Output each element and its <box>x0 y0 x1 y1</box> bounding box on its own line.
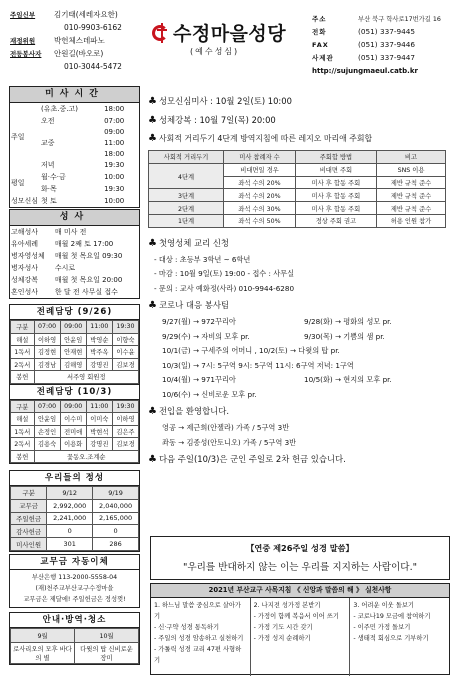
table-row: 해설 이하영 안윤임 박영순 이향숙 <box>11 333 139 346</box>
duty-table-1 <box>10 320 139 384</box>
rectory-label: 사제관 <box>312 54 334 62</box>
parish-title: 수정마을성당 <box>173 23 287 45</box>
notice-item: ♣ 성체강복 : 10월 7일(목) 20:00 <box>148 115 276 126</box>
table-row: 성체강복 매월 첫 목요일 20:00 <box>11 276 123 284</box>
contact-block <box>10 8 170 73</box>
contact-value: 박헌체스데파노 <box>54 36 105 45</box>
offering-box <box>9 470 140 552</box>
fax-value: (051) 337-9446 <box>358 40 416 49</box>
cleaning-title: 안내·방역·청소 <box>10 613 139 628</box>
rectory-value: (051) 337-9447 <box>358 53 416 62</box>
volunteer-row: 10/3(일) → 7시: 5구역 9시: 5구역 11시: 6구역 저녁: 1구역 <box>162 360 354 370</box>
notice-item: ♣ 성모신심미사 : 10월 2일(토) 10:00 <box>148 96 292 107</box>
table-row: 2독서 김경남 김해영 강명진 김보경 <box>11 358 139 371</box>
notice-item: ♣ 코로나 대응 봉사팀 <box>148 300 230 312</box>
table-row: 봉헌 꽃동오.조계순 <box>11 450 139 463</box>
guideline-column: 1. 하느님 말씀 중심으로 살아가기 - 신·구약 성경 통독하기 - 주일의 성경 암송하고 실천하기 - 가톨릭 성경 교리 47편 사형하기 <box>151 598 251 676</box>
notice-item: ♣ 첫영성체 교리 신청 <box>148 237 230 249</box>
bible-verse-title: 【연중 제26주일 성경 말씀】 <box>246 543 354 553</box>
club-bullet-icon: ♣ <box>148 237 157 249</box>
volunteer-row: 9/27(월) → 972꾸리아 9/28(화) → 평화의 성모 pr. <box>162 317 392 327</box>
volunteer-row: 10/6(수) → 신비로운 모후 pr. <box>162 389 257 399</box>
address-label: 주소 <box>312 15 327 23</box>
table-row: 구분 07:00 09:00 11:00 19:30 <box>11 321 139 334</box>
table-row: 구분 9/12 9/19 <box>11 487 139 500</box>
bank-account: 부산은행 113-2000-5558-04 <box>31 574 118 581</box>
club-bullet-icon: ♣ <box>148 96 157 107</box>
address-block <box>312 12 452 75</box>
table-row: 2독서 김용숙 이용화 강명진 김보경 <box>11 438 139 451</box>
bible-verse-quote: "우리를 반대하지 않는 이는 우리를 지지하는 사람이다." <box>182 562 418 573</box>
table-row: 구분 07:00 09:00 11:00 19:30 <box>11 400 139 413</box>
table-row: 18:00 <box>104 150 125 158</box>
pastoral-guidelines-title: 2021년 부산교구 사목지침 《 신앙과 말씀의 해 》 실천사항 <box>151 584 449 598</box>
table-row: 유아세례 매월 2째 토 17:00 <box>11 240 114 248</box>
table-row: 화·목 19:30 <box>41 185 125 193</box>
club-bullet-icon: ♣ <box>148 300 157 312</box>
table-row: 병자성사 수시로 <box>11 264 76 272</box>
cleaning-box <box>9 612 140 665</box>
pastoral-guidelines-box <box>150 583 450 675</box>
table-row: 고해성사 매 미사 전 <box>11 228 87 236</box>
address-value: 부산 북구 학사로17번가길 16 <box>358 16 441 23</box>
mass-times-table <box>10 103 139 207</box>
sacrament-box <box>9 209 140 299</box>
table-row: 성모신심 첫 토 10:00 <box>11 197 125 205</box>
table-row: 봉헌 서주영 회원정 <box>11 371 139 384</box>
account-holder: (재)천주교부산교구수정마을 <box>35 585 114 592</box>
notice-item: ♣ 전입을 환영합니다. <box>148 406 230 418</box>
club-bullet-icon: ♣ <box>148 115 157 126</box>
contact-value: 김기태(세레자요한) <box>54 10 118 19</box>
table-row: 감사헌금 0 0 <box>11 525 139 538</box>
cross-logo-icon <box>152 23 170 43</box>
welcome-line: 좌동 → 김종성(안토니오) 가족 / 5구역 3반 <box>162 437 297 447</box>
welcome-line: 영공 → 제근희(안젤라) 가족 / 5구역 3반 <box>162 423 290 433</box>
mass-times-box <box>9 86 140 208</box>
notice-detail: - 대상 : 초등부 3학년 ~ 6학년 <box>154 254 251 264</box>
table-row: 주일 (유초.중.고) 18:00 <box>11 105 125 141</box>
club-bullet-icon: ♣ <box>148 454 157 466</box>
table-row: 로사리오의 모후 바다의 별 다윗의 탑 신비로운 장미 <box>11 643 139 664</box>
table-row: 미사인원 301 286 <box>11 538 139 551</box>
mass-times-title: 미사시간 <box>10 87 139 103</box>
phone-value: (051) 337-9445 <box>358 27 416 36</box>
table-row: 혼인성사 한 달 전 사무실 접수 <box>11 288 118 296</box>
phone-label: 전화 <box>312 28 327 36</box>
table-row: 9월 10월 <box>11 629 139 643</box>
offering-table <box>10 486 139 551</box>
duty-title-1: 전례담당 (9/26) <box>10 305 139 320</box>
auto-transfer-title: 교무금 자동이체 <box>10 555 139 570</box>
guideline-column: 2. 나지전 성가정 본받기 - 가정이 함께 복음서 이어 쓰기 - 가정 기도 시간 갖기 - 가정 성지 순례하기 <box>251 598 351 676</box>
table-row: 09:00 <box>104 128 125 136</box>
table-row: 좌석 수의 20% 미사 후 합동 주회 제반 규칙 준수 <box>149 176 446 189</box>
table-row: 교무금 2,992,000 2,040,000 <box>11 499 139 512</box>
cleaning-table <box>10 628 139 664</box>
notice-detail: - 마감 : 10월 9일(토) 19:00 - 접수 : 사무실 <box>154 269 295 279</box>
table-row: 1단계 좌석 수의 50% 정상 주회 권고 허용 인원 참가 <box>149 214 446 227</box>
notice-item: ♣ 사회적 거리두기 4단계 방역지침에 따른 레지오 마리애 주회합 <box>148 133 373 144</box>
table-row: 1독서 김정현 안재현 박주옥 이수윤 <box>11 346 139 359</box>
auto-transfer-box <box>9 554 140 608</box>
contact-phone: 010-3044-5472 <box>64 62 122 71</box>
parish-subtitle: (예수성심) <box>190 47 240 56</box>
notice-detail: - 문의 : 교사 예화정(사라) 010-9944-6280 <box>154 283 295 293</box>
volunteer-row: 9/29(수) → 자비의 모후 pr. 9/30(목) → 기쁨의 샘 pr. <box>162 331 385 341</box>
table-row: 3단계 좌석 수의 20% 미사 후 합동 주회 제반 규칙 준수 <box>149 189 446 202</box>
contact-label: 전등봉사자 <box>10 50 42 58</box>
table-row: 주일헌금 2,241,000 2,165,000 <box>11 512 139 525</box>
table-row: 오전 07:00 <box>41 117 125 125</box>
contact-label: 재정위원 <box>10 37 36 45</box>
table-row: 병자영성체 매월 첫 목요일 09:30 <box>11 252 123 260</box>
table-row: 해설 안윤임 이수미 이미숙 이하영 <box>11 413 139 426</box>
bible-verse-box <box>150 536 450 580</box>
table-row: 1독서 손정인 전미애 박현석 김은주 <box>11 425 139 438</box>
notice-item: ♣ 다음 주일(10/3)은 군인 주일로 2차 헌금 있습니다. <box>148 454 346 466</box>
sacrament-table <box>10 226 139 298</box>
table-row: 사회적 거리두기 미사 참례자 수 주회합 방법 비고 <box>149 151 446 164</box>
liturgy-duty-box <box>9 304 140 464</box>
contact-phone: 010-9903-6162 <box>64 23 122 32</box>
table-row: 4단계 비대면일 경우 비대면 주회 SNS 이용 <box>149 163 446 176</box>
duty-table-2 <box>10 400 139 464</box>
table-row: 평일 월·수·금 10:00 <box>11 173 125 187</box>
table-row: 저녁 19:30 <box>41 161 125 169</box>
duty-title-2: 전례담당 (10/3) <box>10 384 139 400</box>
contact-label: 주임신부 <box>10 11 36 19</box>
volunteer-row: 10/1(금) → 구세주의 어머니 , 10/2(토) → 다윗의 탑 pr. <box>162 346 340 356</box>
volunteer-row: 10/4(월) → 971꾸리아 10/5(화) → 현지의 모후 pr. <box>162 375 392 385</box>
distancing-table <box>148 150 446 228</box>
guideline-column: 3. 어려운 이웃 돌보기 - 코로나19 모금에 참여하기 - 이주민 가정 돌보기 - 생태적 회심으로 기부하기 <box>353 602 431 642</box>
website-link[interactable]: http://sujungmaeul.catb.kr <box>312 67 418 75</box>
table-row: 교중 11:00 <box>41 139 125 147</box>
notices <box>148 92 448 469</box>
offering-title: 우리들의 정성 <box>10 471 139 486</box>
contact-value: 안원길(바오로) <box>54 49 104 58</box>
club-bullet-icon: ♣ <box>148 133 157 144</box>
parish-logo <box>152 19 286 46</box>
table-row: 2단계 좌석 수의 30% 미사 후 합동 주회 제반 규칙 준수 <box>149 202 446 215</box>
club-bullet-icon: ♣ <box>148 406 157 418</box>
sacrament-title: 성사 <box>10 210 139 226</box>
transfer-note: 교무금은 제달에! 주일헌금은 정성껏! <box>23 596 126 603</box>
fax-label: FAX <box>312 40 329 49</box>
